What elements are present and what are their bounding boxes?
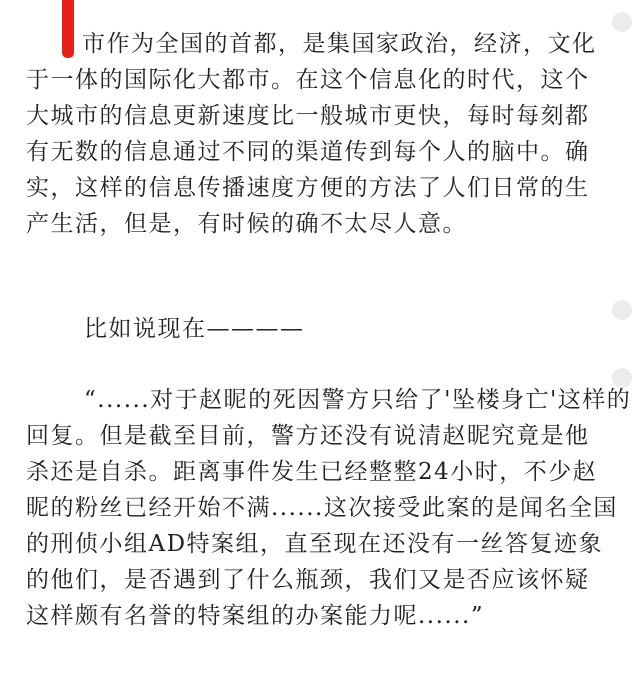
text-line: 实，这样的信息传播速度方便的方法了人们日常的生	[26, 175, 590, 201]
text-line: 的刑侦小组AD特案组，直至现在还没有一丝答复迹象	[26, 531, 604, 557]
scroll-indicator-dot	[612, 12, 632, 32]
text-line: 产生活，但是，有时候的确不太尽人意。	[26, 211, 467, 237]
text-line: 于一体的国际化大都市。在这个信息化的时代，这个	[26, 67, 590, 93]
text-line: 的他们，是否遇到了什么瓶颈，我们又是否应该怀疑	[26, 567, 590, 593]
paragraph-news-quote	[26, 382, 632, 634]
text-line: 市作为全国的首都，是集国家政治，经济，文化	[82, 31, 597, 57]
text-line: 这样颇有名誉的特案组的办案能力呢......”	[26, 603, 485, 629]
text-line: 大城市的信息更新速度比一般城市更快，每时每刻都	[26, 103, 590, 129]
text-line: 有无数的信息通过不同的渠道传到每个人的脑中。确	[26, 139, 590, 165]
paragraph-intro	[26, 26, 598, 242]
scroll-indicator-dot	[612, 300, 632, 320]
text-line: 杀还是自杀。距离事件发生已经整整24小时，不少赵	[26, 459, 598, 485]
text-line: 昵的粉丝已经开始不满......这次接受此案的是闻名全国	[26, 495, 618, 521]
text-line: “......对于赵昵的死因警方只给了'坠楼身亡'这样的	[84, 387, 632, 413]
paragraph-transition	[26, 311, 598, 347]
text-line: 回复。但是截至目前，警方还没有说清赵昵究竟是他	[26, 423, 590, 449]
text-line: 比如说现在————	[84, 316, 305, 342]
